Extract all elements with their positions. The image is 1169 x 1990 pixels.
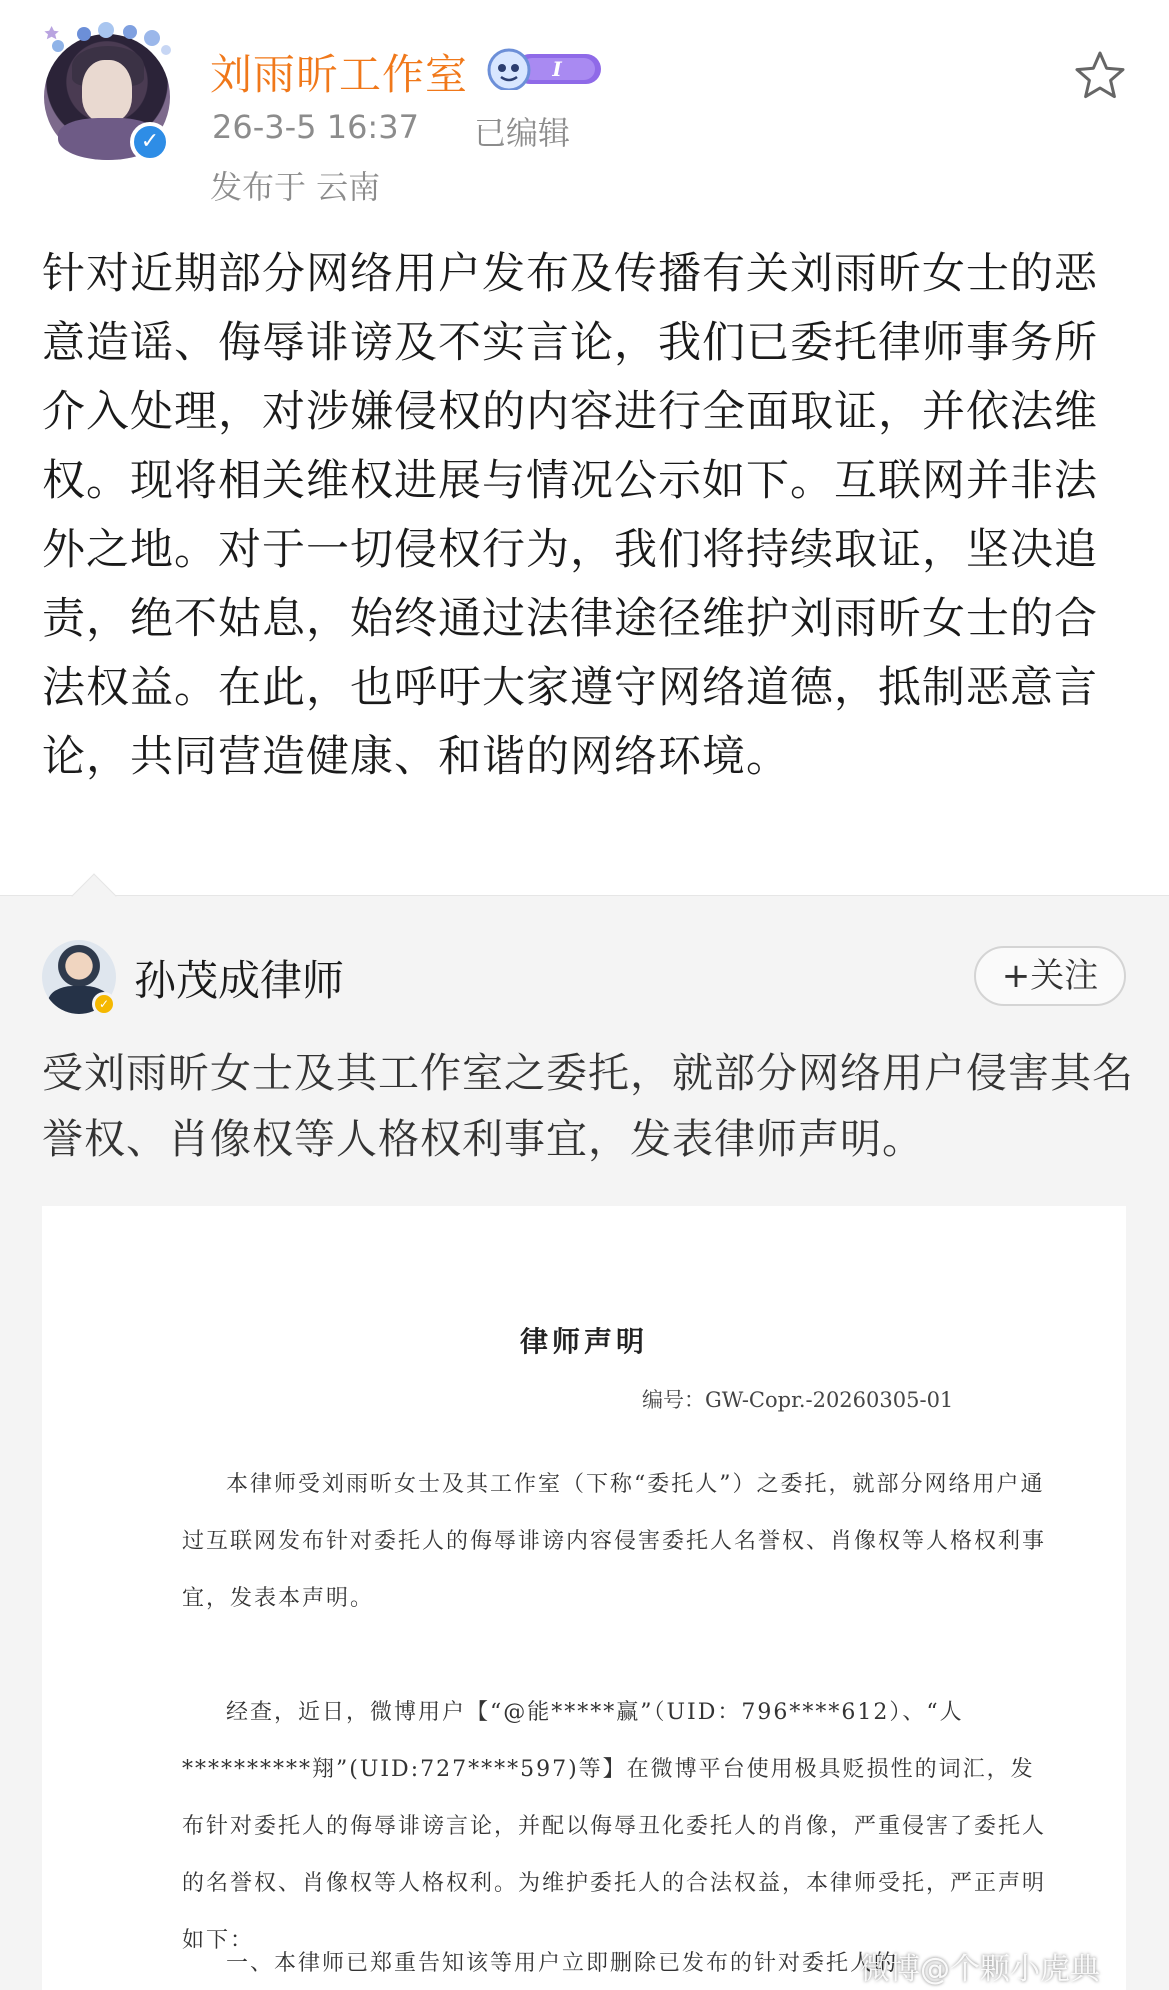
document-item-1: 一、本律师已郑重告知该等用户立即删除已发布的针对委托人的 [226,1951,899,1976]
post-location: 发布于 云南 [210,168,381,206]
repost-body-text: 受刘雨昕女士及其工作室之委托，就部分网络用户侵害其名誉权、肖像权等人格权利事宜，发表律师声明。 [42,1049,1134,1163]
avatar-face [82,60,132,122]
lawyer-verified-badge-icon: ✓ [92,992,116,1016]
author-name[interactable]: 刘雨昕工作室 [210,50,469,99]
fan-level-text: I [552,57,562,81]
document-number: 编号：GW-Copr.-20260305-01 [642,1388,954,1412]
document-paragraph-1: 本律师受刘雨昕女士及其工作室（下称“委托人”）之委托，就部分网络用户通过互联网发布针对委托人的侮辱诽谤内容侵害委托人名誉权、肖像权等人格权利事宜，发表本声明。 [182,1472,1047,1611]
follow-button[interactable]: +关注 [974,946,1126,1006]
favorite-star-icon[interactable] [1072,48,1128,104]
statement-document-image[interactable] [42,1206,1126,1990]
edited-label[interactable]: 已编辑 [474,114,571,152]
fan-level-badge-icon[interactable] [485,46,605,90]
post-body-text: 针对近期部分网络用户发布及传播有关刘雨昕女士的恶意造谣、侮辱诽谤及不实言论，我们已委托律师事务所介入处理，对涉嫌侵权的内容进行全面取证，并依法维权。现将相关维权进展与情况公示如下。互联网并非法外之地。对于一切侵权行为，我们将持续取证，坚决追责，绝不姑息，始终通过法律途径维护刘雨昕女士的合法权益。在此，也呼吁大家遵守网络道德，抵制恶意言论，共同营造健康、和谐的网络环境。 [42,249,1098,782]
document-paragraph-2: 经查，近日，微博用户【“@能*****赢”（UID：796****612）、“人**********翔”(UID:727****597)等】在微博平台使用极具贬损性的词汇，发布针对委托人的侮辱诽谤言论，并配以侮辱丑化委托人的肖像，严重侵害了委托人的名誉权、肖像权等人格权利。为维护委托人的合法权益，本律师受托，严正声明如下： [182,1700,1047,1953]
weibo-watermark: 微博@个颗小虎典 [860,1952,1100,1987]
lawyer-name[interactable]: 孙茂成律师 [134,956,345,1005]
weibo-post [0,0,1169,895]
verified-badge-icon: ✓ [130,122,170,162]
document-title: 律师声明 [519,1325,648,1358]
post-timestamp: 26-3-5 16:37 [212,108,419,146]
